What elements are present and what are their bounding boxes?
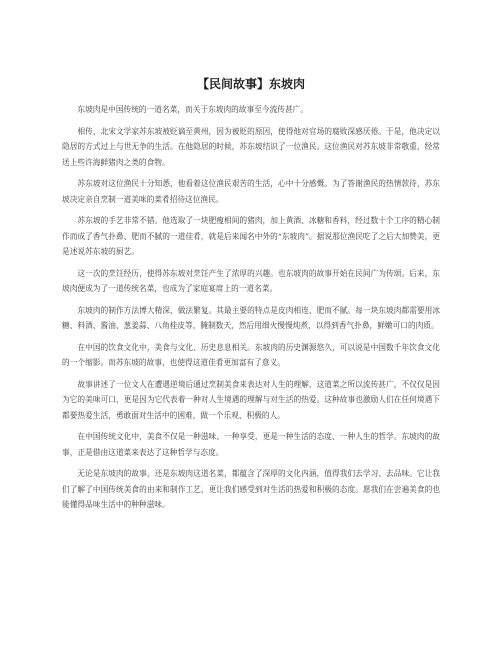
paragraph-1: 东坡肉是中国传统的一道名菜，而关于东坡肉的故事至今流传甚广。 (77, 105, 309, 114)
paragraph-5: 这一次的烹饪经历，使得苏东坡对烹饪产生了浓厚的兴趣。也东坡肉的故事开始在民间广为传颂。后来，东坡肉便成为了一道传统名菜，也成为了家庭宴席上的一道名菜。 (62, 268, 440, 293)
paragraph-3: 苏东坡对这位渔民十分知悉，他看着这位渔民艰苦的生活，心中十分感慨。为了答谢渔民的热情款待，苏东坡决定亲自烹制一道美味的菜肴招待这位渔民。 (62, 179, 440, 204)
paragraph-7: 在中国的饮食文化中，美食与文化、历史息息相关。东坡肉的历史渊源悠久，可以说是中国数千年饮食文化的一个缩影。而苏东坡的故事，也使得这道佳肴更加富有了意义。 (62, 342, 440, 367)
paragraph-2: 相传，北宋文学家苏东坡被贬谪至黄州，因为被贬的原因，使得他对官场的腐败深感厌倦。于是，他决定以隐居的方式过上与世无争的生活。在他隐居的时候，苏东坡结识了一位渔民。这位渔民对苏东坡非常敬重，经常送上些许海鲜猪肉之类的食物。 (62, 126, 440, 167)
paragraph-6: 东坡肉的制作方法博大精深，做法繁复。其最主要的特点是皮肉相连、肥而不腻。每一块东坡肉都需要用冰糖、料酒、酱油、葱姜蒜、八角桂皮等，腌制数天，然后用细火慢慢炖煮，以得到香气扑鼻，鲜嫩可口的肉质。 (62, 305, 440, 330)
paragraph-4: 苏东坡的手艺非常不错。他选取了一块肥瘦相间的猪肉，加上黄酒、冰糖和香料，经过数十个工序的精心制作而成了香气扑鼻、肥而不腻的一道佳肴，就是后来闻名中外的“东坡肉”。据说那位渔民吃了之后大加赞美，更是述说苏东坡的厨艺。 (62, 216, 440, 256)
paragraph-9: 在中国传统文化中，美食不仅是一种滋味、一种享受，更是一种生活的态度、一种人生的哲学。东坡肉的故事，正是借由这道菜来表达了这种哲学与态度。 (62, 432, 440, 457)
paragraph-10: 无论是东坡肉的故事，还是东坡肉这道名菜，都蕴含了深厚的文化内涵，值得我们去学习、去品味。它让我们了解了中国传统美食的由来和制作工艺，更让我们感受到对生活的热爱和积极的态度。愿我们在尝遍美食的也能懂得品味生活中的种种滋味。 (62, 469, 440, 509)
paragraph-8: 故事讲述了一位文人在遭遇逆境后通过烹制美食来表达对人生的理解，这道菜之所以流传甚广，不仅仅是因为它的美味可口，更是因为它代表着一种对人生境遇的理解与对生活的热爱。这种故事也激励人们在任何境遇下都要热爱生活，勇敢面对生活中的困难，做一个乐观、积极的人。 (62, 379, 440, 420)
document-title: 【民间故事】东坡肉 (196, 77, 305, 91)
